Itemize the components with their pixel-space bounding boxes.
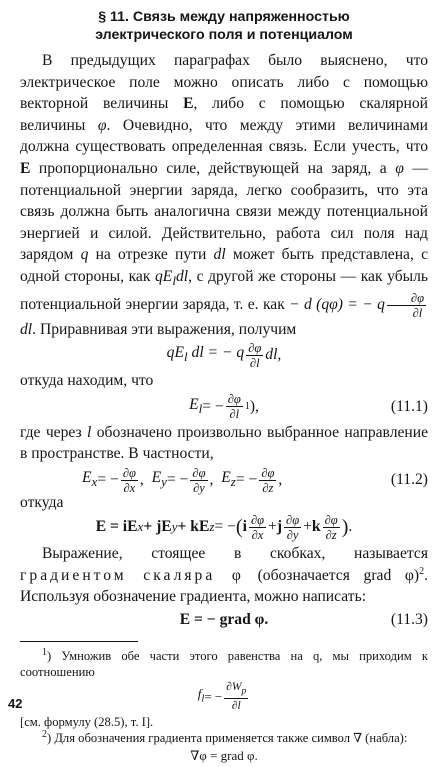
equation-11-1: $E_l$ = − $\frac{\partial\varphi}{\partial l}$ 1 ), (11.1) xyxy=(189,392,428,422)
equation-11-3: E = − grad φ. (11.3) xyxy=(20,608,428,632)
footnote-divider xyxy=(20,641,138,642)
equation-number-11-1: (11.1) xyxy=(390,398,428,416)
paragraph-3: Выражение, стоящее в скобках, называется градиентом скаляра φ (обозначается grad φ)$^2$. Используя обозначение градиента, можно написать: xyxy=(20,545,428,606)
paragraph-2: где через l обозначено произвольно выбранное направление в пространстве. В частности, xyxy=(20,423,429,463)
text-otkuda-1: откуда находим, что xyxy=(20,372,154,390)
equation-gradient-expanded: E = iE x + jE y + kE z = − ( i $\frac{\partial\varphi}{\partial x}$ + j $\frac{\partial\varphi}{\partial y}$ + k $\frac{\partial\varphi}{\partial z}$ ) . xyxy=(95,512,353,542)
section-heading xyxy=(20,8,428,44)
footnote-1: $^1$) Умножив обе части этого равенства на q, мы приходим к соотношению xyxy=(20,646,428,679)
footnote-1-equation: $f_l$ = − $\frac{\partial W_p}{\partial l}$ xyxy=(197,681,247,713)
equation-number-11-2: (11.2) xyxy=(390,471,428,489)
equation-work: $qE_l$ dl = − q $\frac{\partial\varphi}{\partial l}$ dl, xyxy=(166,340,282,370)
term-gradient: градиентом скаляра φ xyxy=(20,566,244,584)
footnote-2: $^2$) Для обозначения градиента применяется также символ ∇ (набла): xyxy=(42,728,408,745)
footnote-1-reference: [см. формулу (28.5), т. I]. xyxy=(20,714,154,729)
equation-number-11-3: (11.3) xyxy=(390,611,428,628)
paragraph-1: В предыдущих параграфах было выяснено, что электрическое поле можно описать либо с помощью векторной величины E, либо с помощью скалярной величины φ. Очевидно, что между этими величинами должна существовать определенная связь. Если учесть, что E пропорционально силе, действующей на заряд, а φ — потенциальной энергии заряда, легко сообразить, что эта связь должна быть аналогична связи между потенциальной энергией и силой. Действительно, работа сил поля над зарядом q на отрезке пути dl может быть представлена, с одной стороны, как $qE_ldl$, с другой же стороны — как убыль потенциальной энергии заряда, т. е. как − d (qφ) = − q $\frac{\partial\varphi}{\partial l}$ dl. Приравнивая эти выражения, получим xyxy=(20,52,429,338)
text-otkuda-2: откуда xyxy=(20,494,64,512)
footnote-2-equation: ∇φ = grad φ. xyxy=(190,748,258,763)
section-heading-line2: электрического поля и потенциалом xyxy=(95,27,353,43)
page-number: 42 xyxy=(8,696,23,712)
equation-11-2: $E_x$ = − $\frac{\partial\varphi}{\partial x}$ , $E_y$ = − $\frac{\partial\varphi}{\partial y}$ , $E_z$ = − $\frac{\partial\varphi}{\partial z}$ , (11.2) xyxy=(82,465,428,495)
section-heading-line1: § 11. Связь между напряженностью xyxy=(98,9,350,25)
